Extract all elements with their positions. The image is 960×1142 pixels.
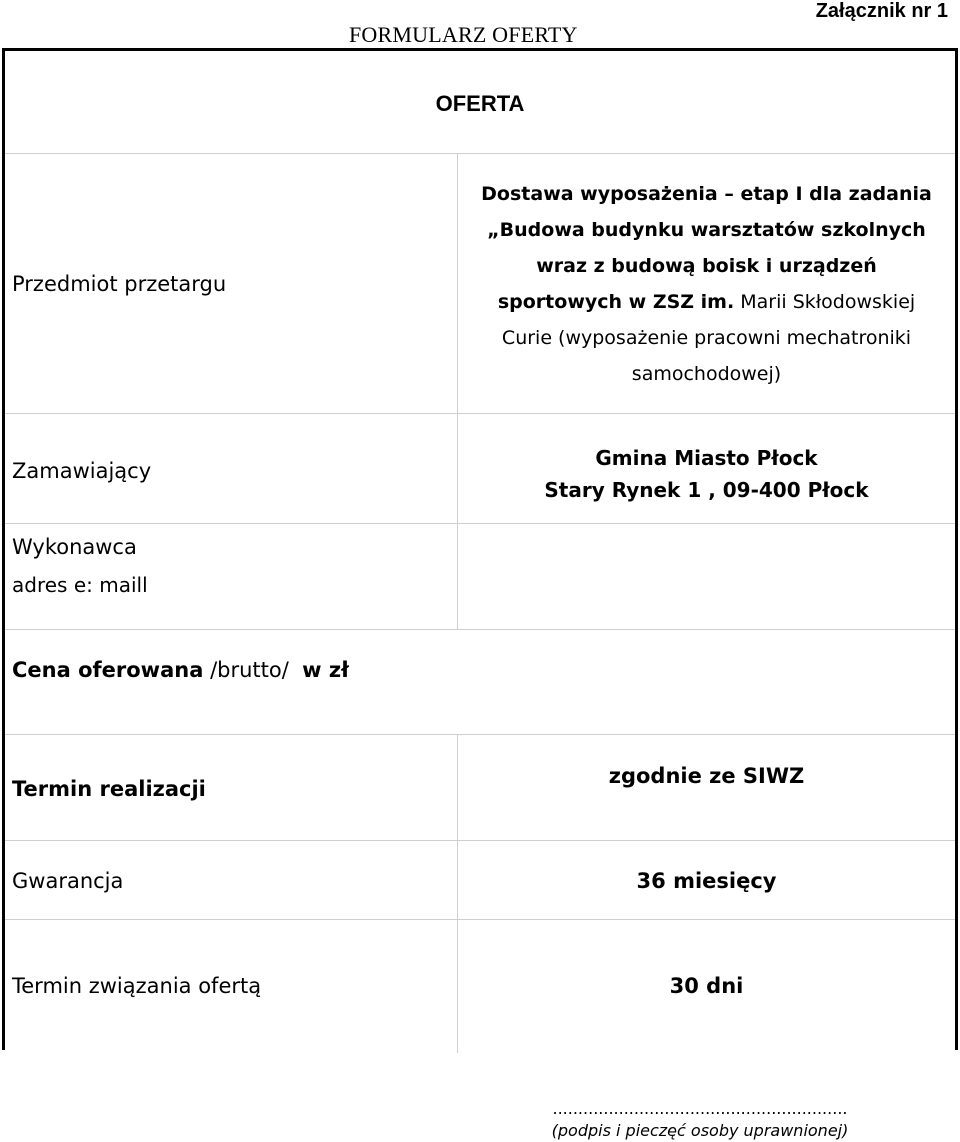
contractor-label-block (12, 528, 148, 604)
warranty-row (5, 840, 955, 919)
column-divider (457, 153, 458, 523)
ordering-party-name: Gmina Miasto Płock (595, 446, 818, 470)
subject-line: wraz z budową boisk i urządzeń (536, 255, 877, 277)
signature-block (480, 1098, 920, 1142)
ordering-party-label: Zamawiający (12, 459, 152, 483)
binding-period-value: 30 dni (669, 974, 744, 998)
subject-line: „Budowa budynku warsztatów szkolnych (487, 219, 926, 241)
warranty-value: 36 miesięcy (636, 869, 777, 893)
deadline-row (5, 734, 955, 840)
signature-label: (podpis i pieczęć osoby uprawnionej) (551, 1121, 849, 1140)
price-label-gross: /brutto/ (210, 658, 289, 682)
subject-line: Dostawa wyposażenia – etap I dla zadania (481, 183, 932, 205)
form-title: FORMULARZ OFERTY (349, 22, 578, 47)
subject-label: Przedmiot przetargu (12, 272, 227, 296)
signature-dots: .......................................................... (552, 1099, 848, 1118)
subject-value (458, 176, 955, 392)
warranty-label: Gwarancja (12, 869, 124, 893)
contractor-label: Wykonawca (12, 535, 137, 559)
subject-row (5, 153, 955, 413)
binding-period-row (5, 919, 955, 1053)
contractor-email-label: adres e: maill (12, 573, 148, 597)
price-label-main: Cena oferowana (12, 658, 204, 682)
subject-line (458, 284, 955, 320)
offer-form-frame (2, 48, 958, 1050)
column-divider (457, 523, 458, 629)
price-label-unit: w zł (302, 658, 349, 682)
ordering-party-address: Stary Rynek 1 , 09-400 Płock (544, 478, 869, 502)
subject-line: Curie (wyposażenie pracowni mechatroniki (501, 327, 912, 349)
annex-label: Załącznik nr 1 (815, 0, 948, 22)
price-label (12, 658, 349, 682)
subject-line-part: Marii Skłodowskiej (740, 291, 916, 313)
deadline-value: zgodnie ze SIWZ (608, 764, 805, 788)
deadline-label: Termin realizacji (12, 777, 206, 801)
subject-line: samochodowej) (631, 363, 782, 385)
column-divider (457, 734, 458, 1053)
contractor-input-area[interactable] (458, 524, 955, 630)
subject-line-part: sportowych w ZSZ im. (497, 291, 735, 313)
binding-period-label: Termin związania ofertą (12, 974, 262, 998)
contractor-row (5, 523, 955, 629)
price-row (5, 629, 955, 734)
offer-heading: OFERTA (435, 91, 525, 116)
offer-heading-row (5, 51, 955, 153)
ordering-party-row (5, 413, 955, 523)
ordering-party-value (458, 442, 955, 506)
